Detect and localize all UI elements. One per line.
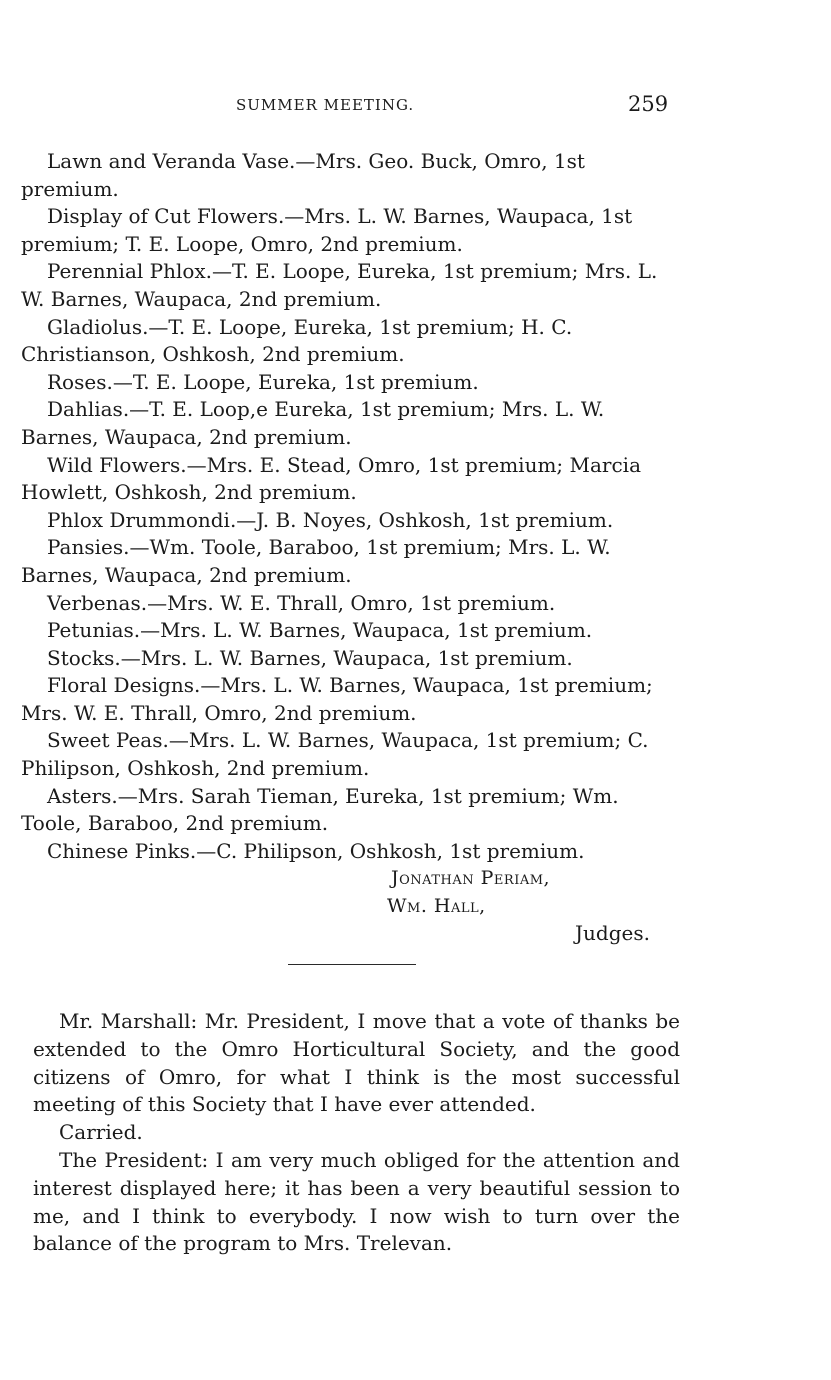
award-entry: Stocks.—Mrs. L. W. Barnes, Waupaca, 1st premium.: [47, 645, 573, 670]
speaker-name: The President:: [59, 1147, 209, 1172]
award-entry: Asters.—Mrs. Sarah Tieman, Eureka, 1st premium; Wm. Toole, Baraboo, 2nd premium.: [21, 783, 619, 836]
discussion-paragraph: [33, 1008, 680, 1119]
premium-awards-list: [21, 148, 673, 865]
page-header: [0, 92, 831, 126]
award-entry: Wild Flowers.—Mrs. E. Stead, Omro, 1st premium; Marcia Howlett, Oshkosh, 2nd premium.: [21, 452, 642, 505]
award-entry: Gladiolus.—T. E. Loope, Eureka, 1st premium; H. C. Christianson, Oshkosh, 2nd premium.: [21, 314, 573, 367]
award-entry: Pansies.—Wm. Toole, Baraboo, 1st premium; Mrs. L. W. Barnes, Waupaca, 2nd premium.: [21, 535, 611, 587]
award-entry: Display of Cut Flowers.—Mrs. L. W. Barnes, Waupaca, 1st premium; T. E. Loope, Omro, 2nd premium.: [21, 204, 633, 256]
paragraph-text: I am very much obliged for the attention and interest displayed here; it has been a very beautiful session to me, and I think to everybody. I now wish to turn over the balance of the program to Mrs. Trelevan.: [33, 1147, 680, 1256]
section-divider: [288, 964, 416, 965]
speaker-name: Mr. Marshall:: [59, 1009, 198, 1033]
judge-name: Jonathan Periam,: [391, 867, 551, 889]
award-entry: Verbenas.—Mrs. W. E. Thrall, Omro, 1st premium.: [47, 590, 556, 615]
meeting-discussion: [33, 1008, 680, 1258]
judge-name: Wm. Hall,: [387, 895, 486, 917]
award-entry: Lawn and Veranda Vase.—Mrs. Geo. Buck, Omro, 1st premium.: [21, 149, 585, 201]
award-entry: Chinese Pinks.—C. Philipson, Oshkosh, 1st premium.: [47, 838, 585, 863]
award-entry: Sweet Peas.—Mrs. L. W. Barnes, Waupaca, 1st premium; C. Philipson, Oshkosh, 2nd premium.: [21, 728, 649, 781]
paragraph-text: Carried.: [59, 1120, 143, 1145]
discussion-paragraph: [33, 1147, 680, 1258]
award-entry: Phlox Drummondi.—J. B. Noyes, Oshkosh, 1st premium.: [47, 507, 614, 532]
award-entry: Roses.—T. E. Loope, Eureka, 1st premium.: [47, 369, 479, 394]
paragraph-text: Mr. President, I move that a vote of thanks be extended to the Omro Horticultural Society, and the good citizens of Omro, for what I think is the most successful meeting of this Society that I have ever attended.: [33, 1009, 680, 1117]
page-number: 259: [628, 92, 669, 116]
running-head: SUMMER MEETING.: [236, 96, 415, 114]
award-entry: Petunias.—Mrs. L. W. Barnes, Waupaca, 1st premium.: [47, 618, 593, 643]
award-entry: Floral Designs.—Mrs. L. W. Barnes, Waupaca, 1st premium; Mrs. W. E. Thrall, Omro, 2nd premium.: [21, 673, 653, 725]
discussion-paragraph: [33, 1119, 680, 1147]
judges-label: Judges.: [575, 921, 650, 945]
award-entry: Perennial Phlox.—T. E. Loope, Eureka, 1st premium; Mrs. L. W. Barnes, Waupaca, 2nd premium.: [21, 259, 658, 311]
award-entry: Dahlias.—T. E. Loop,e Eureka, 1st premium; Mrs. L. W. Barnes, Waupaca, 2nd premium.: [21, 397, 605, 449]
